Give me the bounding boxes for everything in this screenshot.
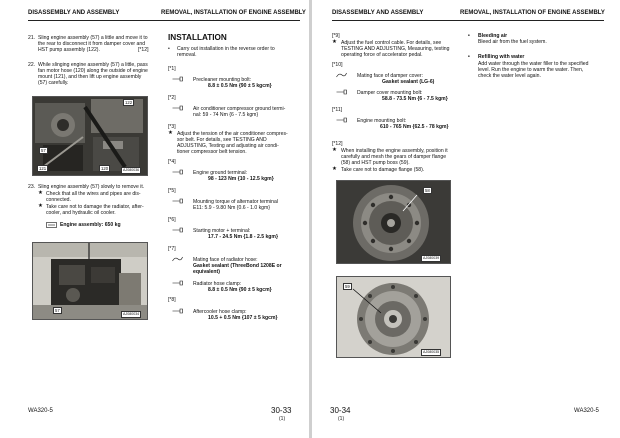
photo1-callout-122: 122 bbox=[125, 100, 133, 105]
torque-wrench-icon bbox=[172, 198, 183, 204]
ref-7-marker: [*7] bbox=[168, 246, 176, 252]
ref-5-marker: [*5] bbox=[168, 188, 176, 194]
star-icon: ★ bbox=[332, 147, 337, 153]
sealant-icon bbox=[172, 256, 183, 262]
damper-flange-photo-image bbox=[337, 181, 450, 263]
star-icon: ★ bbox=[38, 203, 43, 209]
step-21-number: 21. bbox=[28, 35, 36, 41]
photo1-code: AJ080036 bbox=[123, 168, 140, 172]
page-number: 30-33 bbox=[271, 406, 292, 415]
ref-10-line-2: Gasket sealant (LG-6) bbox=[382, 79, 435, 85]
page-revision: (1) bbox=[279, 416, 286, 422]
step-23-note-2b: cooler, and hydraulic oil cooler. bbox=[46, 210, 116, 216]
torque-wrench-icon bbox=[336, 89, 347, 95]
ref-4-marker: [*4] bbox=[168, 159, 176, 165]
sealant-icon bbox=[336, 72, 347, 78]
header-rule bbox=[332, 20, 604, 21]
step-23-note-1b: connected. bbox=[46, 197, 71, 203]
engine-lift-photo-image bbox=[33, 243, 147, 319]
header-rule bbox=[28, 20, 300, 21]
ref-9-line-2: TESTING AND ADJUSTING, Measuring, testing bbox=[341, 46, 450, 52]
photo1-callout-121: 121 bbox=[39, 166, 47, 171]
ref-6-marker: [*6] bbox=[168, 217, 176, 223]
ref-3-marker: [*3] bbox=[168, 124, 176, 130]
ref-10-line-1: Mating face of damper cover: bbox=[357, 73, 423, 79]
ref-11-marker: [*11] bbox=[332, 107, 343, 113]
ref-12-line-4: Take care not to damage flange (58). bbox=[341, 167, 425, 173]
ref-6-line-2: 17.7 - 24.5 Nm {1.8 - 2.5 kgm} bbox=[208, 234, 278, 240]
footer-model: WA320-5 bbox=[574, 408, 599, 414]
ref-4-line-2: 98 - 123 Nm {10 - 12.5 kgm} bbox=[208, 176, 274, 182]
step-22-line-3: mount (121), and then lift up engine assembly bbox=[38, 74, 142, 80]
ref-11-line-2: 610 - 765 Nm {62.5 - 78 kgm} bbox=[380, 124, 449, 130]
footer-model: WA320-5 bbox=[28, 408, 53, 414]
ref-12-line-1: When installing the engine assembly, position it bbox=[341, 148, 448, 154]
ref-2-line-1: Air conditioner compressor ground termi- bbox=[193, 106, 286, 112]
ref-12-line-2: carefully and mesh the gears of damper flange bbox=[341, 154, 447, 160]
bullet-icon: • bbox=[468, 33, 470, 39]
page-revision: (1) bbox=[338, 416, 345, 422]
photo2-code: AJ080034 bbox=[123, 312, 140, 316]
bullet-icon: • bbox=[168, 46, 170, 52]
photo1-callout-120: 120 bbox=[101, 166, 109, 171]
bleeding-line-1: Bleed air from the fuel system. bbox=[478, 39, 547, 45]
step-22-line-1: While slinging engine assembly (57) a little, pass bbox=[38, 62, 148, 68]
ref-8-marker: [*8] bbox=[168, 297, 176, 303]
step-22-number: 22. bbox=[28, 62, 36, 68]
ref-2-line-2: nal: 59 - 74 Nm {6 - 7.5 kgm} bbox=[193, 112, 259, 118]
engine-lift-photo bbox=[32, 242, 148, 320]
photo1-callout-57: 57 bbox=[41, 148, 46, 153]
step-21-ref: [*12] bbox=[138, 47, 149, 53]
star-icon: ★ bbox=[168, 130, 173, 136]
page-number: 30-34 bbox=[330, 406, 351, 415]
ref-12-marker: [*12] bbox=[332, 141, 343, 147]
step-21-line-1: Sling engine assembly (57) a little and move it to bbox=[38, 35, 148, 41]
weight-icon bbox=[46, 222, 57, 228]
ref-10-line-4: 58.8 - 73.5 Nm {6 - 7.5 kgm} bbox=[382, 96, 448, 102]
header-title: REMOVAL, INSTALLATION OF ENGINE ASSEMBLY bbox=[161, 10, 306, 16]
ref-5-line-1: Mounting torque of alternator terminal bbox=[193, 199, 278, 205]
ref-3-line-3: ADJUSTING, Testing and adjusting air condi- bbox=[177, 143, 279, 149]
ref-10-line-3: Damper cover mounting bolt: bbox=[357, 90, 423, 96]
ref-3-line-2: sor belt. For details, see TESTING AND bbox=[177, 137, 267, 143]
ref-7-line-1: Mating face of radiator hose: bbox=[193, 257, 258, 263]
right-page bbox=[312, 0, 620, 438]
step-23-line-1: Sling engine assembly (57) slowly to remove it. bbox=[38, 184, 145, 190]
ref-9-line-1: Adjust the fuel control cable. For details, see bbox=[341, 40, 442, 46]
torque-wrench-icon bbox=[336, 117, 347, 123]
header-section: DISASSEMBLY AND ASSEMBLY bbox=[332, 10, 424, 16]
ref-8-line-2: 10.5 + 0.5 Nm {107 ± 5 kgcm} bbox=[208, 315, 278, 321]
ref-7-line-4: Radiator hose clamp: bbox=[193, 281, 242, 287]
ref-8-line-1: Aftercooler hose clamp: bbox=[193, 309, 247, 315]
installation-title: INSTALLATION bbox=[168, 33, 227, 42]
photo4-callout-59: 59 bbox=[345, 284, 350, 289]
star-icon: ★ bbox=[332, 39, 337, 45]
ref-9-line-3: operating force of accelerator pedal. bbox=[341, 52, 423, 58]
bleeding-title: Bleeding air bbox=[478, 33, 508, 39]
hst-pump-boss-photo-image bbox=[337, 277, 450, 357]
ref-7-line-2: Gasket sealant (ThreeBond 1208E or bbox=[193, 263, 282, 269]
ref-5-line-2: E11: 5.9 - 9.80 Nm {0.6 - 1.0 kgm} bbox=[193, 205, 270, 211]
installation-line-2: removal. bbox=[177, 52, 197, 58]
photo3-callout-58: 58 bbox=[425, 188, 430, 193]
ref-4-line-1: Engine ground terminal: bbox=[193, 170, 248, 176]
step-22-line-4: (57) carefully. bbox=[38, 80, 69, 86]
torque-wrench-icon bbox=[172, 308, 183, 314]
hst-pump-boss-photo bbox=[336, 276, 451, 358]
header-section: DISASSEMBLY AND ASSEMBLY bbox=[28, 10, 120, 16]
torque-wrench-icon bbox=[172, 280, 183, 286]
ref-1-line-2: 8.8 ± 0.5 Nm {90 ± 5 kgcm} bbox=[208, 83, 272, 89]
ref-7-line-3: equivalent) bbox=[193, 269, 220, 275]
ref-9-marker: [*9] bbox=[332, 33, 340, 39]
star-icon: ★ bbox=[332, 166, 337, 172]
ref-2-marker: [*2] bbox=[168, 95, 176, 101]
step-23-note-2a: Take care not to damage the radiator, after- bbox=[46, 204, 144, 210]
photo4-code: AJ080035 bbox=[423, 350, 440, 354]
ref-1-marker: [*1] bbox=[168, 66, 176, 72]
step-21-line-3: HST pump assembly (122). bbox=[38, 47, 100, 53]
refilling-line-3: check the water level again. bbox=[478, 73, 541, 79]
engine-mount-photo-image bbox=[33, 97, 147, 175]
torque-wrench-icon bbox=[172, 76, 183, 82]
torque-wrench-icon bbox=[172, 227, 183, 233]
ref-11-line-1: Engine mounting bolt: bbox=[357, 118, 407, 124]
damper-flange-photo bbox=[336, 180, 451, 264]
engine-weight: Engine assembly: 650 kg bbox=[60, 222, 121, 228]
ref-7-line-5: 8.8 ± 0.5 Nm {90 ± 5 kgcm} bbox=[208, 287, 272, 293]
photo2-callout-57: 57 bbox=[55, 308, 60, 313]
refilling-title: Refilling with water bbox=[478, 54, 525, 60]
star-icon: ★ bbox=[38, 190, 43, 196]
ref-1-line-1: Precleaner mounting bolt: bbox=[193, 77, 252, 83]
refilling-line-1: Add water through the water filler to the specified bbox=[478, 61, 589, 67]
step-22-line-2: fan motor hose (120) along the outside of engine bbox=[38, 68, 148, 74]
header-title: REMOVAL, INSTALLATION OF ENGINE ASSEMBLY bbox=[460, 10, 605, 16]
ref-12-line-3: (58) and HST pump boss (59). bbox=[341, 160, 410, 166]
torque-wrench-icon bbox=[172, 169, 183, 175]
step-23-number: 23. bbox=[28, 184, 36, 190]
engine-mount-photo bbox=[32, 96, 148, 176]
ref-3-line-4: tioner compressor belt tension. bbox=[177, 149, 247, 155]
installation-line-1: Carry out installation in the reverse order to bbox=[177, 46, 275, 52]
ref-10-marker: [*10] bbox=[332, 62, 343, 68]
ref-6-line-1: Starting motor + terminal: bbox=[193, 228, 251, 234]
torque-wrench-icon bbox=[172, 105, 183, 111]
bullet-icon: • bbox=[468, 54, 470, 60]
photo3-code: AJ080039 bbox=[423, 256, 440, 260]
step-21-line-2: the rear to disconnect it from damper cover and bbox=[38, 41, 146, 47]
refilling-line-2: level. Run the engine to warm the water. Then, bbox=[478, 67, 584, 73]
step-23-note-1a: Check that all the wires and pipes are dis- bbox=[46, 191, 141, 197]
ref-3-line-1: Adjust the tension of the air conditioner compres- bbox=[177, 131, 288, 137]
